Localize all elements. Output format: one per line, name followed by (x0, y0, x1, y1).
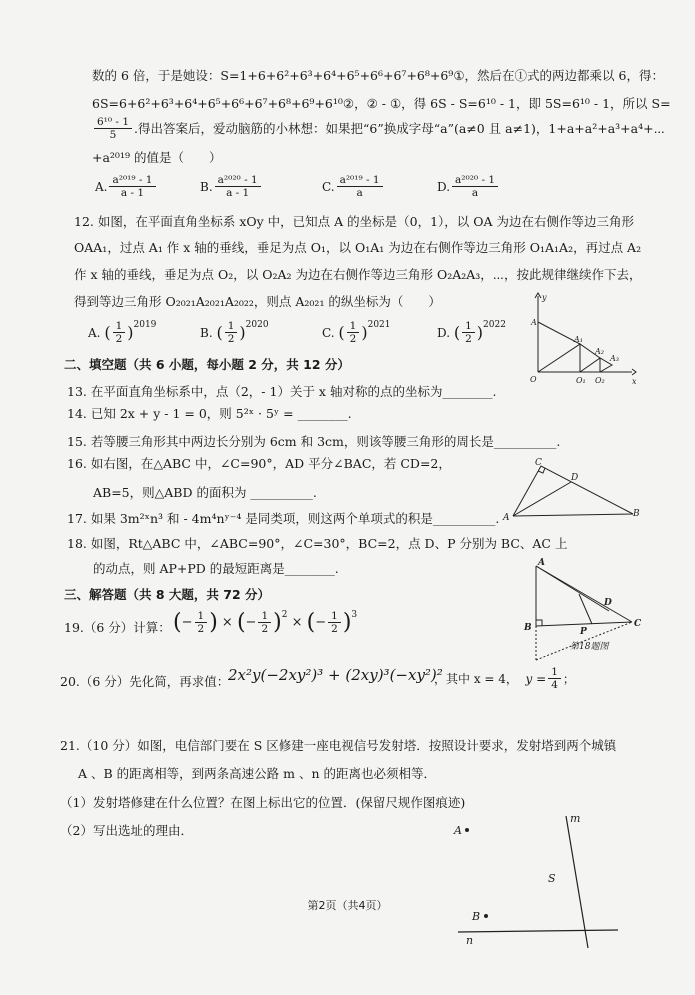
segment-ap (536, 566, 609, 611)
q11-option-b (200, 174, 263, 199)
x-arrow-icon (632, 369, 636, 375)
option-label: C. (322, 179, 335, 194)
frac-num: 1 (548, 666, 561, 679)
label-O: O (530, 375, 537, 384)
q20-end: ； (562, 672, 575, 686)
q12-option-b: B. ( $\frac{1}{2}$ ) $^{2020}$ (200, 320, 269, 345)
option-label: D. (437, 179, 451, 194)
label-B: B (633, 509, 640, 519)
label-O2: O₂ (595, 376, 605, 385)
option-label: A. (95, 179, 108, 194)
q19-expression: ( − $\frac{1}{2}$ ) × ( − $\frac{1}{2}$ ) $^2$ × ( − $\frac{1}{2}$ ) $^3$ (173, 610, 358, 635)
option-label: B. (200, 325, 213, 340)
frac-den: 2 (331, 623, 338, 635)
option-den: a (356, 187, 363, 199)
q21-line2: A 、B 的距离相等，到两条高速公路 m 、n 的距离也必须相等． (78, 766, 436, 781)
label-B: B (524, 623, 532, 633)
frac-num: 1 (258, 610, 271, 623)
segment-pd (579, 594, 592, 624)
town-b-dot (484, 914, 488, 918)
triangle-1 (538, 322, 580, 372)
highway-n (458, 930, 618, 932)
segment-bc (536, 622, 632, 626)
option-den: a (471, 187, 479, 199)
q19-prefix: 19.（6 分）计算： (64, 620, 171, 635)
q21-figure (448, 812, 628, 952)
q14: 14. 已知 2x + y - 1 = 0，则 5²ˣ · 5ʸ = ________. (67, 406, 352, 421)
option-num: a²⁰¹⁹ - 1 (109, 174, 155, 187)
option-label: B. (200, 179, 213, 194)
option-label: C. (322, 325, 335, 340)
q11-frac-num: 6¹⁰ - 1 (94, 116, 132, 129)
frac-den: 4 (551, 679, 558, 691)
label-A: A (538, 558, 545, 568)
option-den: a - 1 (226, 187, 250, 199)
segment-ad (513, 482, 571, 516)
q12-option-a: A. ( $\frac{1}{2}$ ) $^{2019}$ (88, 320, 157, 345)
exponent: 3 (351, 610, 358, 620)
q11-option-c (322, 174, 385, 199)
option-den: 2 (227, 333, 235, 345)
label-D: D (604, 598, 612, 608)
q21-sub2: （2）写出选址的理由． (60, 823, 193, 838)
option-num: a²⁰²⁰ - 1 (452, 174, 498, 187)
frac-num: 1 (195, 610, 208, 623)
q21-sub1: （1）发射塔修建在什么位置？在图上标出它的位置．(保留尺规作图痕迹) (60, 795, 466, 810)
option-label: A. (88, 325, 101, 340)
q11-line2: 6S=6+6²+6³+6⁴+6⁵+6⁶+6⁷+6⁸+6⁹+6¹⁰②，② - ①，得 6S - S=6¹⁰ - 1，即 5S=6¹⁰ - 1，所以 S= (92, 96, 671, 111)
label-A: A (531, 318, 537, 327)
option-exponent: 2019 (133, 320, 157, 330)
section-2-heading: 二、填空题（共 6 小题，每小题 2 分，共 12 分） (64, 357, 350, 372)
q18-line2: 的动点，则 AP+PD 的最短距离是________. (93, 561, 339, 576)
q16-line2: AB=5，则△ABD 的面积为 __________. (93, 485, 317, 500)
frac-den: 2 (261, 623, 269, 635)
frac-den: 2 (197, 623, 205, 635)
label-A2: A₂ (595, 347, 604, 356)
label-n: n (466, 934, 474, 947)
q11-line1: 数的 6 倍，于是她设：S=1+6+6²+6³+6⁴+6⁵+6⁶+6⁷+6⁸+6⁹①，然后在①式的两边都乘以 6，得： (92, 68, 664, 83)
q15: 15. 若等腰三角形其中两边长分别为 6cm 和 3cm，则该等腰三角形的周长是__________. (67, 434, 561, 449)
q16-figure (503, 460, 643, 522)
q12-line4: 得到等边三角形 O₂₀₂₁A₂₀₂₁A₂₀₂₂，则点 A₂₀₂₁ 的纵坐标为（ ） (74, 294, 441, 309)
q11-frac-den: 5 (109, 129, 117, 141)
q21-line1: 21.（10 分）如图，电信部门要在 S 区修建一座电视信号发射塔．按照设计要求，发射塔到两个城镇 (60, 738, 617, 753)
q20-cond: ，其中 x = 4， (434, 672, 518, 686)
q20-y-eq: y = (525, 671, 547, 686)
q12-option-d: D. ( $\frac{1}{2}$ ) $^{2022}$ (437, 320, 506, 345)
q12-figure (528, 292, 638, 386)
option-num: 1 (347, 320, 360, 333)
q11-line3-text: .得出答案后，爱动脑筋的小林想：如果把“6”换成字母“a”(a≠0 且 a≠1)，1+a+a²+a³+a⁴+⋯ (134, 120, 665, 136)
exponent: 2 (281, 610, 288, 620)
label-A: A (503, 513, 510, 523)
q16-line1: 16. 如右图，在△ABC 中，∠C=90°，AD 平分∠BAC，若 CD=2， (67, 456, 451, 471)
label-m: m (570, 812, 581, 825)
label-A: A (454, 824, 462, 837)
page-footer: 第2页（共4页） (307, 899, 388, 912)
q20-expression (228, 666, 443, 684)
q18-figure (524, 556, 644, 664)
q12-line2: OAA₁，过点 A₁ 作 x 轴的垂线，垂足为点 O₁，以 O₁A₁ 为边在右侧作等边三角形 O₁A₁A₂，再过点 A₂ (74, 240, 642, 255)
q18-caption: 第18题图 (570, 642, 609, 652)
frac-num: 1 (328, 610, 341, 623)
option-num: 1 (462, 320, 475, 333)
q20-expr: 2x²y(−2xy²)³ + (2xy)³(−xy²)² (228, 666, 443, 684)
option-num: a²⁰¹⁹ - 1 (337, 174, 383, 187)
option-den: 2 (349, 333, 357, 345)
label-O1: O₁ (576, 376, 586, 385)
label-C: C (634, 619, 642, 629)
label-D: D (571, 473, 579, 483)
option-den: a - 1 (120, 187, 145, 199)
label-A1: A₁ (574, 335, 583, 344)
q13: 13. 在平面直角坐标系中，点（2，- 1）关于 x 轴对称的点的坐标为________. (67, 384, 497, 399)
highway-m (566, 816, 588, 948)
q11-option-d (437, 174, 500, 199)
option-exponent: 2020 (245, 320, 269, 330)
option-num: 1 (225, 320, 238, 333)
option-label: D. (437, 325, 451, 340)
label-B: B (472, 910, 481, 923)
town-a-dot (465, 828, 469, 832)
option-den: 2 (115, 333, 123, 345)
label-A3: A₃ (610, 354, 619, 363)
label-y: y (542, 293, 547, 302)
section-3-heading: 三、解答题（共 8 大题，共 72 分） (64, 587, 271, 602)
option-num: 1 (113, 320, 126, 333)
label-C: C (535, 458, 542, 468)
option-exponent: 2022 (483, 320, 506, 330)
q20-prefix: 20.（6 分）先化简，再求值： (60, 674, 230, 689)
q11-line4: +a²⁰¹⁹ 的值是（ ） (92, 150, 222, 165)
label-S: S (548, 872, 556, 885)
q12-line1: 12. 如图，在平面直角坐标系 xOy 中，已知点 A 的坐标是（0，1），以 OA 为边在右侧作等边三角形 (74, 214, 635, 229)
q17: 17. 如果 3m²ˣn³ 和 - 4m⁴nʸ⁻⁴ 是同类项，则这两个单项式的积是__________. (67, 511, 500, 526)
q11-option-a (95, 174, 158, 199)
q12-option-c: C. ( $\frac{1}{2}$ ) $^{2021}$ (322, 320, 391, 345)
option-num: a²⁰²⁰ - 1 (215, 174, 261, 187)
label-P: P (580, 627, 587, 637)
q18-line1: 18. 如图，Rt△ABC 中，∠ABC=90°，∠C=30°，BC=2，点 D、P 分别为 BC、AC 上 (67, 536, 568, 551)
q11-fraction (94, 116, 132, 141)
option-den: 2 (465, 333, 472, 345)
q11-line3 (92, 116, 665, 141)
option-exponent: 2021 (367, 320, 391, 330)
q12-line3: 作 x 轴的垂线，垂足为点 O₂，以 O₂A₂ 为边在右侧作等边三角形 O₂A₂A₃，⋯，按此规律继续作下去， (74, 267, 642, 282)
right-angle-mark (536, 620, 542, 626)
label-x: x (632, 377, 637, 386)
q20-condition (434, 666, 575, 691)
